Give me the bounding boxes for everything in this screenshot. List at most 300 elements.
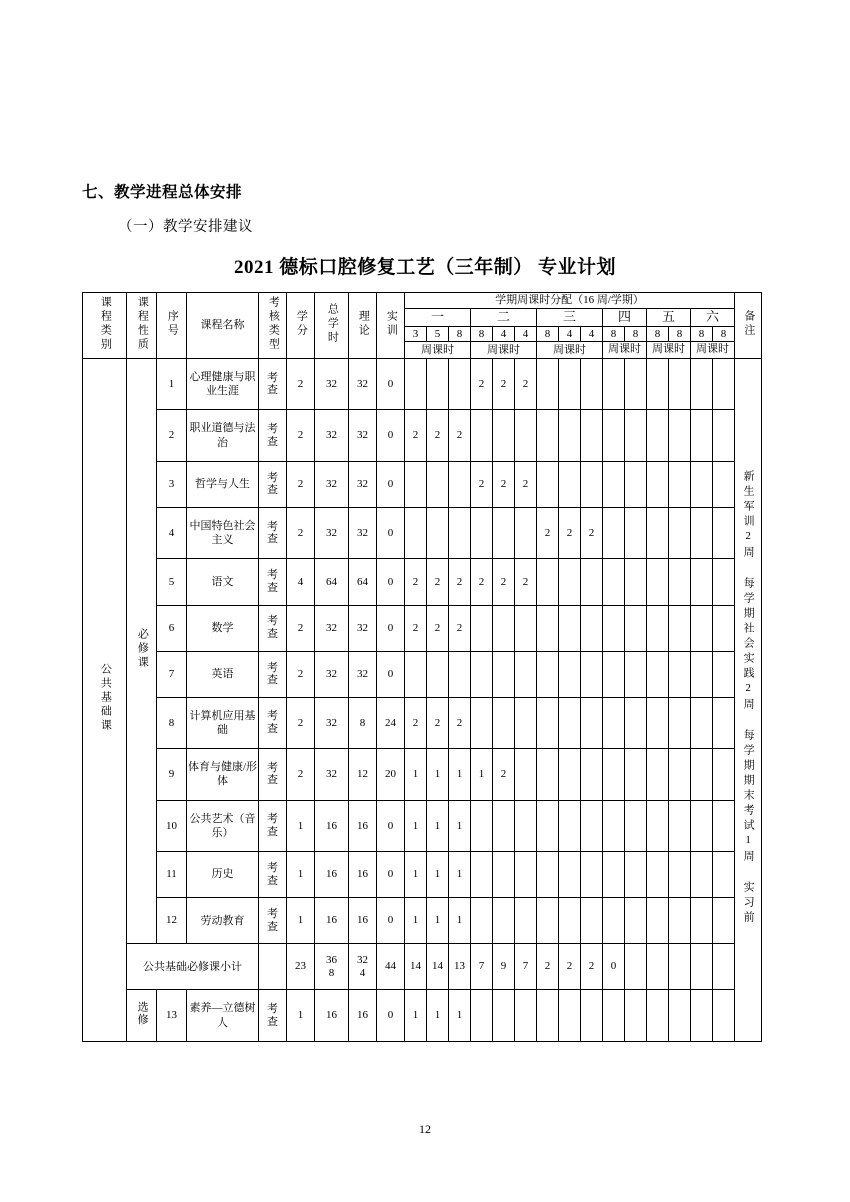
cell-week [449,651,471,697]
cell-exam-label: 考查 [267,615,278,641]
table-row [83,749,762,800]
cell-week [471,507,493,558]
header-week-count: 8 [625,326,647,342]
cell-nature-required [127,358,157,943]
cell-week: 2 [471,461,493,507]
cell-week [537,559,559,605]
cell-week [493,410,515,461]
cell-week [603,852,625,898]
header-week-count: 8 [647,326,669,342]
cell-nature-elective [127,990,157,1042]
header-exam-type [259,293,287,359]
table-row [83,852,762,898]
table-row [83,800,762,851]
cell-exam [259,507,287,558]
cell-credits: 2 [287,461,315,507]
cell-week [537,410,559,461]
cell-week [713,358,735,409]
cell-credits: 2 [287,410,315,461]
section-heading: 七、教学进程总体安排 [82,184,243,201]
cell-week [691,605,713,651]
cell-week: 1 [405,990,427,1042]
cell-week [515,697,537,748]
cell-index: 4 [157,507,187,558]
header-total-hours-label: 总学时 [326,302,339,345]
cell-week [691,358,713,409]
header-remark-label: 备注 [742,309,755,338]
page-title: 2021 德标口腔修复工艺（三年制） 专业计划 [233,257,616,278]
cell-theory-label: 16 [357,914,368,927]
cell-week [625,410,647,461]
cell-week: 1 [427,898,449,944]
cell-week [559,410,581,461]
cell-week [493,651,515,697]
cell-theory [349,358,377,409]
header-nature [127,293,157,359]
cell-week [625,697,647,748]
header-course-name-label: 课程名称 [200,319,245,332]
cell-week [471,990,493,1042]
cell-theory: 8 [349,697,377,748]
cell-week [713,800,735,851]
cell-index: 10 [157,800,187,851]
header-exam-type-label: 考核类型 [267,295,280,352]
cell-week [581,749,603,800]
cell-week [603,605,625,651]
cell-week [647,898,669,944]
cell-week [537,651,559,697]
cell-week [691,559,713,605]
cell-week [537,697,559,748]
cell-credits: 2 [287,651,315,697]
cell-week [559,358,581,409]
cell-week [669,358,691,409]
cell-week: 2 [493,749,515,800]
cell-week: 2 [449,559,471,605]
cell-subtotal-theory-label: 324 [357,954,368,979]
header-week-count: 4 [493,326,515,342]
cell-week: 1 [405,749,427,800]
cell-total: 64 [315,559,349,605]
cell-week [493,507,515,558]
cell-week [405,358,427,409]
cell-week: 1 [449,749,471,800]
cell-week [537,461,559,507]
cell-exam [259,852,287,898]
cell-week [559,800,581,851]
cell-total: 32 [315,410,349,461]
cell-exam-label: 考查 [267,710,278,735]
cell-week: 2 [449,697,471,748]
cell-exam [259,410,287,461]
cell-week [471,898,493,944]
header-distribution: 学期周课时分配（16 周/学期） [405,293,735,309]
page-number: 12 [419,1122,431,1136]
cell-index: 13 [157,990,187,1042]
cell-theory [349,507,377,558]
cell-week [625,358,647,409]
cell-week [625,898,647,944]
cell-week [603,800,625,851]
cell-exam [259,800,287,851]
cell-week [581,990,603,1042]
cell-course-name: 数学 [187,605,259,651]
cell-week [669,559,691,605]
cell-week [713,898,735,944]
header-term-5: 五 [647,308,691,326]
cell-week [647,800,669,851]
cell-week [427,944,449,990]
cell-week [449,358,471,409]
cell-exam-label: 考查 [267,761,278,787]
cell-week [669,749,691,800]
cell-theory [349,651,377,697]
cell-theory-label: 64 [357,575,368,588]
cell-week: 2 [449,410,471,461]
cell-week [559,697,581,748]
cell-exam [259,651,287,697]
cell-week: 2 [493,358,515,409]
cell-week [713,697,735,748]
cell-week [515,749,537,800]
cell-week: 2 [515,559,537,605]
cell-week [647,507,669,558]
cell-total: 16 [315,990,349,1042]
cell-credits: 2 [287,358,315,409]
cell-total: 32 [315,358,349,409]
cell-week: 2 [405,697,427,748]
cell-practice: 24 [377,697,405,748]
header-week-count: 4 [559,326,581,342]
header-weekly-hours-4-label: 周课时 [608,343,641,356]
cell-week [647,605,669,651]
cell-week: 2 [427,697,449,748]
cell-index: 12 [157,898,187,944]
cell-theory-label: 32 [357,667,368,680]
cell-week [669,697,691,748]
cell-week-label: 14 [410,960,421,973]
cell-week: 1 [471,749,493,800]
cell-week [625,461,647,507]
cell-week [603,749,625,800]
cell-week [515,651,537,697]
cell-theory-label: 32 [357,526,368,539]
cell-theory-label: 32 [357,377,368,390]
cell-week [625,559,647,605]
cell-week [691,507,713,558]
cell-exam-label: 考查 [267,908,278,933]
cell-subtotal-name: 公共基础必修课小计 [127,944,259,990]
cell-week [691,651,713,697]
cell-practice: 0 [377,410,405,461]
cell-week: 2 [427,605,449,651]
cell-week [603,410,625,461]
cell-week [603,990,625,1042]
header-week-count: 3 [405,326,427,342]
cell-exam [259,461,287,507]
cell-week [603,559,625,605]
cell-week [647,944,669,990]
cell-week: 7 [471,944,493,990]
cell-index: 8 [157,697,187,748]
cell-week [493,605,515,651]
cell-week [471,605,493,651]
cell-week [559,461,581,507]
cell-week: 1 [449,800,471,851]
cell-week [493,800,515,851]
cell-week [471,651,493,697]
cell-week: 2 [405,559,427,605]
cell-credits: 2 [287,749,315,800]
cell-week: 2 [449,605,471,651]
header-credits-label: 学分 [295,309,308,338]
cell-week: 9 [493,944,515,990]
cell-week [713,461,735,507]
cell-week [559,605,581,651]
cell-course-name: 哲学与人生 [187,461,259,507]
header-weekly-hours-2: 周课时 [471,342,537,359]
cell-week [691,800,713,851]
cell-index: 9 [157,749,187,800]
header-weekly-hours-6 [691,342,735,359]
cell-week [427,651,449,697]
cell-week [537,358,559,409]
cell-week [713,559,735,605]
cell-practice: 0 [377,898,405,944]
cell-week: 2 [405,410,427,461]
header-remark [735,293,762,359]
cell-week [449,507,471,558]
cell-week [581,800,603,851]
header-term-2: 二 [471,308,537,326]
cell-week: 2 [427,559,449,605]
cell-week [625,944,647,990]
cell-week [581,651,603,697]
cell-week [581,461,603,507]
nature-required-label: 必修课 [136,628,149,671]
cell-exam [259,898,287,944]
cell-week [713,852,735,898]
cell-course-name: 公共艺术（音乐） [187,800,259,851]
cell-week: 2 [581,944,603,990]
cell-week [471,697,493,748]
header-weekly-hours-5-label: 周课时 [652,343,685,356]
header-nature-label: 课程性质 [136,295,149,352]
table-row [83,461,762,507]
header-week-count: 8 [471,326,493,342]
cell-week [603,461,625,507]
cell-week [625,651,647,697]
cell-theory [349,461,377,507]
category-label: 公共基础课 [99,663,112,734]
header-week-count: 4 [515,326,537,342]
cell-index: 2 [157,410,187,461]
cell-week [427,507,449,558]
cell-week [625,800,647,851]
cell-practice: 0 [377,605,405,651]
cell-week [493,898,515,944]
cell-subtotal-theory [349,944,377,990]
cell-theory [349,852,377,898]
cell-week-label: 14 [432,960,443,973]
cell-week [603,651,625,697]
cell-theory-label: 16 [357,1009,368,1022]
cell-course-name: 心理健康与职业生涯 [187,358,259,409]
cell-week [669,461,691,507]
cell-subtotal-total-label: 368 [326,954,337,979]
cell-week [669,800,691,851]
header-practice [377,293,405,359]
cell-week [713,410,735,461]
table-row [83,898,762,944]
cell-week [559,559,581,605]
cell-week [647,461,669,507]
cell-week: 2 [427,410,449,461]
cell-credits: 2 [287,605,315,651]
cell-week: 2 [537,944,559,990]
cell-week [691,990,713,1042]
cell-credits: 1 [287,800,315,851]
cell-total: 16 [315,800,349,851]
cell-week [405,651,427,697]
cell-week [515,990,537,1042]
cell-theory-label: 16 [357,819,368,832]
cell-week [603,507,625,558]
cell-week [691,410,713,461]
cell-subtotal-practice: 44 [377,944,405,990]
header-credits [287,293,315,359]
cell-credits: 4 [287,559,315,605]
cell-total: 32 [315,749,349,800]
cell-week [471,800,493,851]
header-index [157,293,187,359]
table-row [83,697,762,748]
cell-index: 3 [157,461,187,507]
cell-exam-label: 考查 [267,471,278,497]
cell-week: 1 [427,990,449,1042]
cell-course-name: 中国特色社会主义 [187,507,259,558]
cell-week [515,898,537,944]
cell-week [493,852,515,898]
cell-week [603,898,625,944]
cell-theory-label: 16 [357,868,368,881]
cell-credits: 1 [287,852,315,898]
header-term-4: 四 [603,308,647,326]
cell-week [713,944,735,990]
cell-practice: 0 [377,461,405,507]
table-row [83,605,762,651]
cell-week [471,852,493,898]
header-theory-label: 理论 [357,309,370,338]
cell-category [83,358,127,1041]
header-week-count: 8 [713,326,735,342]
cell-week: 1 [405,852,427,898]
cell-week [537,605,559,651]
cell-exam-label: 考查 [267,1003,278,1028]
cell-subtotal-total [315,944,349,990]
cell-exam-label: 考查 [267,569,278,594]
cell-week [559,651,581,697]
header-category-label: 课程类别 [99,295,112,352]
cell-week [471,410,493,461]
cell-credits: 2 [287,697,315,748]
cell-week [515,507,537,558]
header-week-count: 4 [581,326,603,342]
cell-total: 32 [315,605,349,651]
cell-week [581,559,603,605]
header-weekly-hours-3: 周课时 [537,342,603,359]
sub-heading: （一）教学安排建议 [118,219,253,235]
cell-week: 0 [603,944,625,990]
cell-theory [349,605,377,651]
cell-week [537,990,559,1042]
cell-practice: 0 [377,800,405,851]
cell-week [449,944,471,990]
cell-index: 1 [157,358,187,409]
cell-exam [259,559,287,605]
cell-week [713,990,735,1042]
cell-practice: 0 [377,358,405,409]
remark-text: 新生军训2周 每学期社会实践2周 每学期期末考试1周 实习前 [742,470,755,927]
cell-theory-label: 32 [357,621,368,634]
cell-week: 1 [449,898,471,944]
cell-week: 1 [449,990,471,1042]
cell-week [669,990,691,1042]
cell-week [691,898,713,944]
cell-week: 1 [427,852,449,898]
cell-week [669,605,691,651]
cell-week [647,749,669,800]
cell-theory [349,559,377,605]
cell-course-name: 计算机应用基础 [187,697,259,748]
cell-practice: 0 [377,651,405,697]
cell-week [581,358,603,409]
cell-course-name: 素养—立德树人 [187,990,259,1042]
cell-week [603,358,625,409]
cell-theory [349,749,377,800]
cell-week [559,898,581,944]
table-row-subtotal [83,944,762,990]
header-index-label: 序号 [166,309,179,338]
cell-theory [349,800,377,851]
cell-week [581,898,603,944]
cell-week [625,990,647,1042]
table-row [83,559,762,605]
header-week-count: 8 [449,326,471,342]
cell-week [581,605,603,651]
header-term-1: 一 [405,308,471,326]
cell-course-name: 劳动教育 [187,898,259,944]
cell-exam [259,697,287,748]
cell-week [515,410,537,461]
cell-subtotal-exam [259,944,287,990]
cell-week [647,852,669,898]
cell-week [691,944,713,990]
cell-theory [349,898,377,944]
cell-week [691,697,713,748]
cell-week [559,852,581,898]
cell-week [493,990,515,1042]
header-week-count: 8 [669,326,691,342]
cell-exam [259,749,287,800]
cell-week [581,410,603,461]
header-course-name [187,293,259,359]
cell-week [691,461,713,507]
cell-week: 7 [515,944,537,990]
header-term-3: 三 [537,308,603,326]
cell-theory-label: 32 [357,429,368,442]
cell-week [537,898,559,944]
